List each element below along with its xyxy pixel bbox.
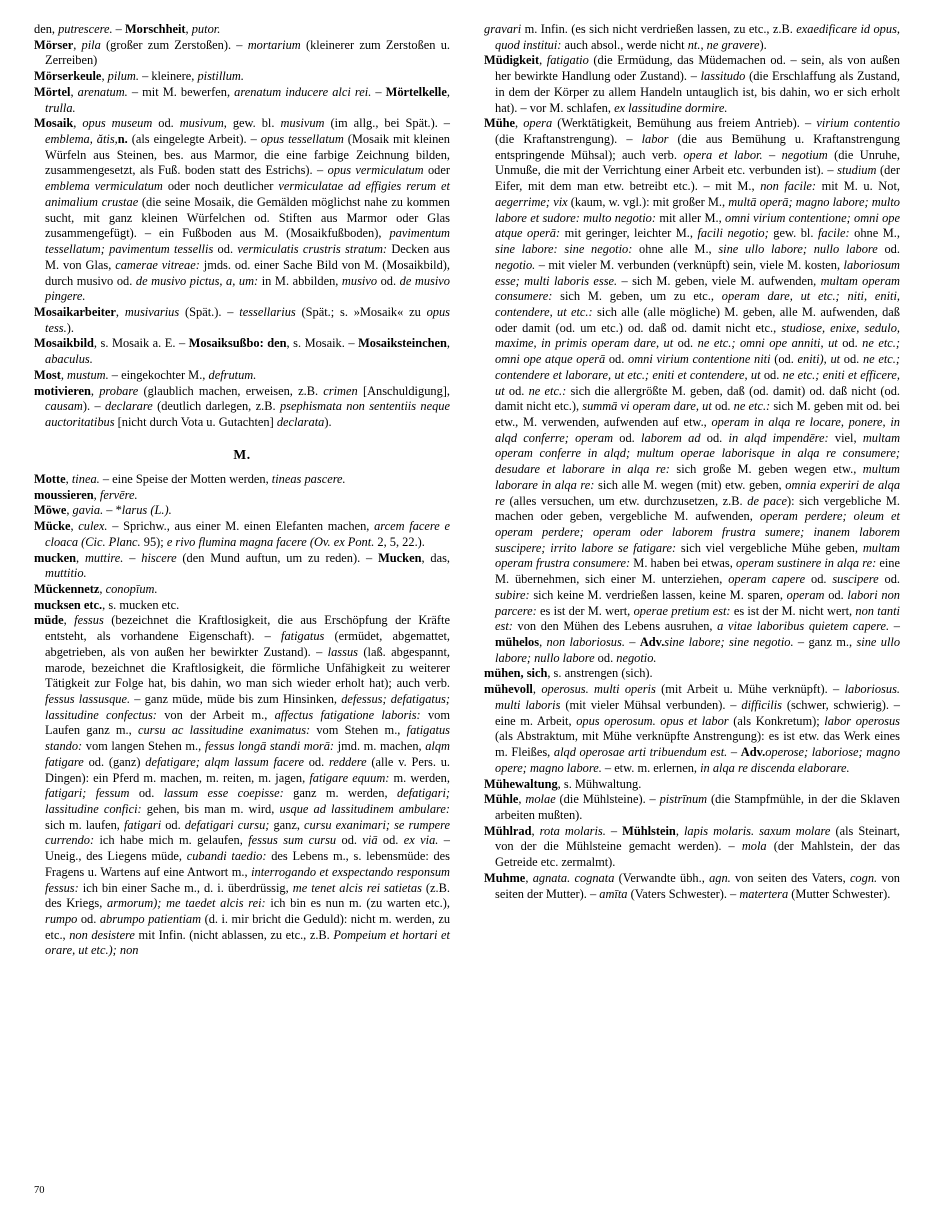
dictionary-entry: mucken, muttire. – hiscere (den Mund auftun, um zu reden). – Mucken, das, muttitio. <box>34 550 451 581</box>
dictionary-entry: Mühe, opera (Werktätigkeit, Bemühung aus freiem Antrieb). – virium contentio (die Kraftanstrengung). – labor (die aus Bemühung u. Kraftanstrengung entspringende Mühsal); auch verb. opera et labor. – negotium (die Unruhe, Unmuße, die mit der Verrichtung einer Arbeit etc. verbunden ist). – studium (der Eifer, mit dem man etw. betreibt etc.). – mit M., non facile: mit M. u. Not, aegerrime; vix (kaum, w. vgl.): mit großer M., multā operā; magno labore; multo labore et sudore: multo negotio: mit aller M., omni virium contentione; omni ope atque operā: mit geringer, leichter M., facili negotio; gew. bl. facile: ohne M., sine labore: sine negotio: ohne alle M., sine ullo labore; nullo labore od. negotio. – mit vieler M. verbunden (verknüpft) sein, viele M. kosten, laboriosum esse; multi laboris esse. – sich M. geben, viele M. aufwenden, multam operam consumere: sich M. geben, um zu etc., operam dare, ut etc.; niti, eniti, contendere, ut etc.: sich alle (alle mögliche) M. geben, alle M. aufwenden, daß oder damit (od. um etc.) od. daß od. damit nicht etc., studiose, enixe, sedulo, maxime, in primis operam dare, ut od. ne etc.; omni ope anniti, ut od. ne etc.; omni ope atque operā od. omni virium contentione niti (od. eniti), ut od. ne etc.; contendere et laborare, ut etc.; eniti et contendere, ut od. ne etc.; eniti et efficere, ut od. ne etc.: sich die allergrößte M. geben, daß (od. damit) od. daß nicht (od. damit nicht etc.), summā vi operam dare, ut od. ne etc.: sich M. geben mit od. bei etw., M. verwenden, aufwenden auf etw., operam in alqa re locare, ponere, in alqd conferre; operam od. laborem ad od. in alqd impendēre: viel, multam operam conferre in alqd; multum operae laborisque in alqa re consumere; desudare et laborare in alqa re: sich große M. geben wegen etw., multum laborare in alqa re: sich alle M. wegen (mit) etw. geben, omnia experiri de alqa re (alles versuchen, um etw. durchzusetzen, z.B. de pace): sich vergebliche M. machen oder geben, vergebliche M. aufwenden, operam perdere; oleum et operam perdere; operam oder laborem frustra sumere; inanem laborem suscipere; irrito labore se fatigare: sich viel vergebliche Mühe geben, multam operam frustra consumere: M. haben bei etwas, operam sustinere in alqa re: eine M. übernehmen, sich einer M. unterziehen, operam capere od. suscipere od. subire: sich keine M. verdrießen lassen, keine M. sparen, operam od. labori non parcere: es ist der M. wert, operae pretium est: es ist der M. nicht wert, non tanti est: von den Mühen des Lebens ausruhen, a vitae laboribus quietem capere. – mühelos, non laboriosus. – Adv.sine labore; sine negotio. – ganz m., sine ullo labore; nullo labore od. negotio. <box>484 116 901 665</box>
dictionary-entry: Mühewaltung, s. Mühwaltung. <box>484 776 642 791</box>
page-number: 70 <box>34 1185 45 1196</box>
dictionary-entry: Mühle, molae (die Mühlsteine). – pistrīnum (die Stampfmühle, in der die Sklaven arbeiten mußten). <box>484 792 900 822</box>
dictionary-entry: Mörtel, arenatum. – mit M. bewerfen, arenatum inducere alci rei. – Mörtelkelle, trulla. <box>34 84 450 115</box>
dictionary-entry: Mörserkeule, pilum. – kleinere, pistillum. <box>34 69 244 84</box>
dictionary-entry: müde, fessus (bezeichnet die Kraftlosigkeit, die aus Erschöpfung der Kräfte entsteht, als vorhandene Eigenschaft). – fatigatus (ermüdet, abgemattet, abgetrieben, als von außen her bewirkter Zustand). – lassus (laß. abgespannt, marode, bezeichnet die Kraftlosigkeit, die förmliche Unfähigkeit zu weiterer Tätigkeit zur Folge hat, bis dahin, wo man sich wieder erholt hat); auch verb. fessus lassusque. – ganz müde, müde bis zum Hinsinken, defessus; defatigatus; lassitudine confectus: von der Arbeit m., affectus fatigatione laboris: vom Laufen ganz m., cursu ac lassitudine exanimatus: vom Stehen m., fatigatus stando: vom langen Stehen m., fessus longā standi morā: jmd. m. machen, alqm fatigare od. (ganz) defatigare; alqm lassum facere od. reddere (alle v. Pers. u. Dingen): ein Pferd m. machen, m. reiten, m. jagen, fatigare equum: m. werden, fatigari; fessum od. lassum esse coepisse: ganz m. werden, defatigari; lassitudine confici: gehen, bis man m. wird, usque ad lassitudinem ambulare: sich m. laufen, fatigari od. defatigari cursu; ganz, cursu exanimari; se rumpere currendo: ich habe mich m. gelaufen, fessus sum cursu od. viā od. ex via. – Uneig., des Liegens müde, cubandi taedio: des Lebens m., s. lebensmüde: des Fragens u. Wartens auf eine Antwort m., interrogando et exspectando responsum fessus: ich bin einer Sache m., d. i. überdrüssig, me tenet alcis rei satietas (z.B. des Kriegs, armorum); me taedet alcis rei: ich bin es nun m. (zu warten etc.), rumpo od. abrumpo patientiam (d. i. mir bricht die Geduld): nicht m. werden, zu etc., non desistere mit Infin. (nicht ablassen, zu etc., z.B. Pompeium et hortari et orare, ut etc.); non <box>34 613 451 958</box>
dictionary-entry: mucksen etc., s. mucken etc. <box>34 597 180 612</box>
dictionary-entry: Mosaikbild, s. Mosaik a. E. – Mosaiksußbo: den, s. Mosaik. – Mosaiksteinchen, abaculus. <box>34 336 451 367</box>
dictionary-entry: Most, mustum. – eingekochter M., defrutum. <box>34 367 257 382</box>
dictionary-entry: Mosaik, opus museum od. musivum, gew. bl. musivum (im allg., bei Spät.). – emblema, ătis,n. (als eingelegte Arbeit). – opus tessellatum (Mosaik mit kleinen Würfeln aus Steinen, bes. aus Marmor, die eine farbige Zeichnung bilden, zusammengesetzt, als Fuß. boden statt des Estrichs). – opus vermiculatum oder emblema vermiculatum oder noch deutlicher vermiculatae ad effigies rerum et animalium crustae (die seine Mosaik, die Gemälden möglichst nahe zu kommen sucht, mit ganz kleinen Würfelchen od. Stiften aus Marmor oder Glas zusammengefügt). – ein Fußboden aus M. (Mosaikfußboden), pavimentum tessellatum; pavimentum tessellis od. vermiculatis crustris stratum: Decken aus M. von Glas, camerae vitreae: jmds. od. einer Sache Bild von M. (Mosaikbild), durch musivo od. de musivo pictus, a, um: in M. abbilden, musivo od. de musivo pingere. <box>34 116 450 304</box>
dictionary-entry: Mörser, pila (großer zum Zerstoßen). – mortarium (kleinerer zum Zerstoßen u. Zerreiben) <box>34 37 450 68</box>
dictionary-entry: gravari m. Infin. (es sich nicht verdrießen lassen, zu etc., z.B. exaedificare id opus, quod institui: auch absol., werde nicht nt., ne gravere). <box>484 22 900 52</box>
dictionary-entry: Muhme, agnata. cognata (Verwandte übh., agn. von seiten des Vaters, cogn. von seiten der Mutter). – amīta (Vaters Schwester). – matertera (Mutter Schwester). <box>484 870 900 901</box>
right-text-column <box>484 22 900 1162</box>
dictionary-entry: Mückennetz, conopīum. <box>34 581 158 596</box>
dictionary-entry: Möwe, gavia. – *larus (L.). <box>34 503 172 518</box>
dictionary-entry: mühevoll, operosus. multi operis (mit Arbeit u. Mühe verknüpft). – laboriosus. multi laboris (mit vieler Mühsal verbunden). – difficilis (schwer, schwierig). – eine m. Arbeit, opus operosum. opus et labor (als Konkretum); labor operosus (als Abstraktum, mit Mühe verknüpfte Anstrengung): es ist etw. das Werk eines m. Fleißes, alqd operosae arti tribuendum est. – Adv.operose; laboriose; magno opere; magno labore. – etw. m. erlernen, in alqa re discenda elaborare. <box>484 682 901 775</box>
dictionary-entry: moussieren, fervēre. <box>34 487 138 502</box>
left-text-column <box>34 22 450 1162</box>
section-letter-heading: M. <box>233 446 251 462</box>
dictionary-entry: Motte, tinea. – eine Speise der Motten werden, tineas pascere. <box>34 471 346 486</box>
dictionary-entry: Mühlrad, rota molaris. – Mühlstein, lapis molaris. saxum molare (als Steinart, von der die Mühlsteine gemacht werden). – mola (der Mahlstein, der das Getreide etc. zermalmt). <box>484 823 901 870</box>
two-column-layout <box>34 22 901 1162</box>
dictionary-entry: Mücke, culex. – Sprichw., aus einer M. einen Elefanten machen, arcem facere e cloaca (Cic. Planc. 95); e rivo flumina magna facere (Ov. ex Pont. 2, 5, 22.). <box>34 519 450 549</box>
dictionary-entry: motivieren, probare (glaublich machen, erweisen, z.B. crimen [Anschuldigung], causam). – declarare (deutlich darlegen, z.B. psephismata non sententiis neque auctoritatibus [nicht durch Vota u. Gutachten] declarata). <box>34 383 451 429</box>
dictionary-entry: Müdigkeit, fatigatio (die Ermüdung, das Müdemachen od. – sein, als von außen her bewirkte Handlung oder Zustand). – lassitudo (die Erschlaffung als Zustand, in dem der Körper zu allem Handeln untauglich ist, bis dahin, wo er sich erholt hat). – vor M. schlafen, ex lassitudine dormire. <box>484 53 900 115</box>
dictionary-entry: den, putrescere. – Morschheit, putor. <box>34 22 221 36</box>
dictionary-entry: mühen, sich, s. anstrengen (sich). <box>484 666 653 681</box>
dictionary-entry: Mosaikarbeiter, musivarius (Spät.). – tessellarius (Spät.; s. »Mosaik« zu opus tess.). <box>34 304 450 335</box>
